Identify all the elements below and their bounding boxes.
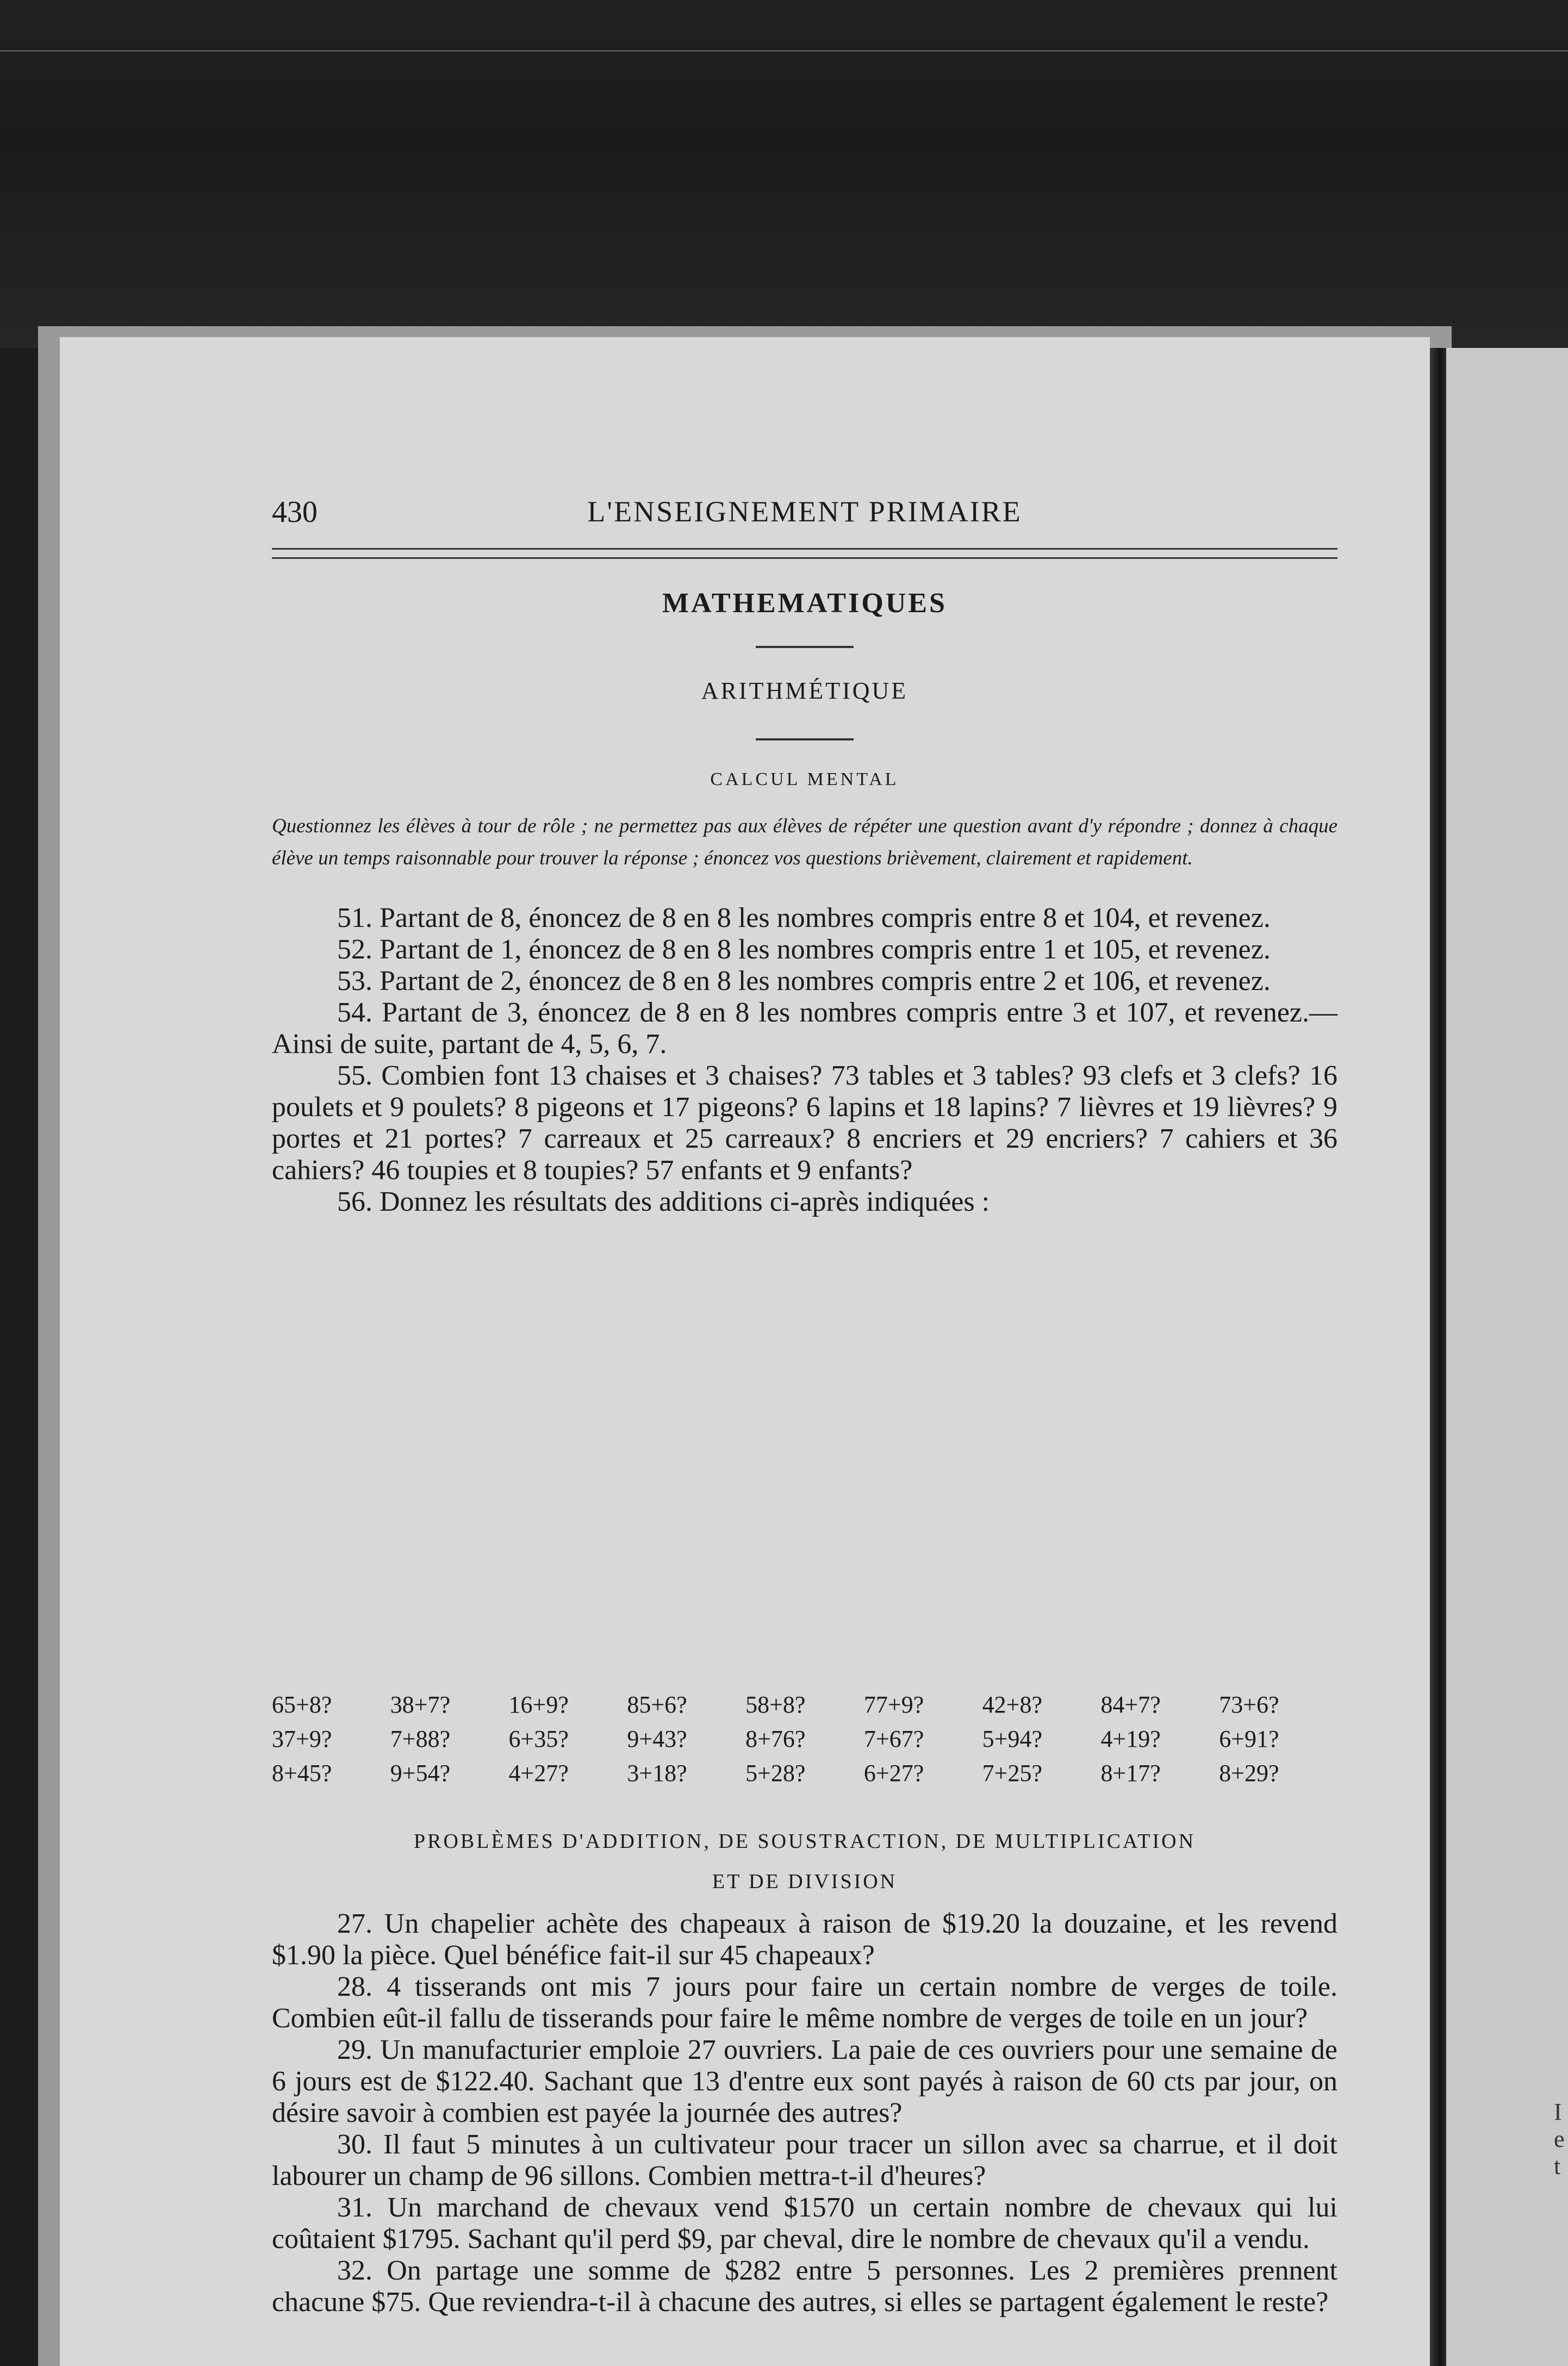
problem-32: 32. On partage une somme de $282 entre 5 personnes. Les 2 premières prennent chacune $75. Que reviendra-t-il à chacune des autres, si elles se partagent également le reste? — [272, 2255, 1337, 2318]
section-subhead: CALCUL MENTAL — [710, 769, 899, 789]
header-double-rule — [272, 548, 1337, 559]
addition-item: 5+28? — [745, 1760, 806, 1786]
addition-item: 16+9? — [508, 1691, 569, 1718]
problems-heading — [272, 1821, 1337, 1902]
addition-item: 42+8? — [982, 1691, 1042, 1718]
addition-item: 65+8? — [272, 1691, 332, 1718]
addition-item: 7+88? — [390, 1726, 451, 1752]
mental-exercises — [272, 902, 1337, 1218]
problems-list — [272, 1908, 1337, 2318]
problem-28: 28. 4 tisserands ont mis 7 jours pour faire un certain nombre de verges de toile. Combien eût-il fallu de tisserands pour faire le même nombre de verges de toile en un jour? — [272, 1971, 1337, 2034]
problem-29: 29. Un manufacturier emploie 27 ouvriers. La paie de ces ouvriers pour une semaine de 6 jours est de $122.40. Sachant que 13 d'entre eux sont payés à raison de 60 cts par jour, on désire savoir à combien est payée la journée des autres? — [272, 2034, 1337, 2128]
addition-item: 3+18? — [627, 1760, 687, 1786]
addition-item: 38+7? — [390, 1691, 451, 1718]
addition-item: 7+25? — [982, 1760, 1042, 1786]
scan-artifact-line — [0, 50, 1568, 52]
subtitle-rule — [756, 738, 854, 740]
addition-item: 8+45? — [272, 1760, 332, 1786]
scan-background — [0, 0, 1568, 348]
addition-item: 85+6? — [627, 1691, 687, 1718]
addition-item: 4+19? — [1100, 1726, 1161, 1752]
running-head — [272, 495, 1392, 527]
addition-item: 77+9? — [863, 1691, 924, 1718]
exercise-56: 56. Donnez les résultats des additions ci-après indiquées : — [337, 1186, 990, 1217]
addition-item: 5+94? — [982, 1726, 1042, 1752]
page-title: MATHEMATIQUES — [662, 588, 947, 619]
problem-27: 27. Un chapelier achète des chapeaux à raison de $19.20 la douzaine, et les revend $1.90 la pièce. Quel bénéfice fait-il sur 45 chapeaux? — [272, 1908, 1337, 1971]
problem-31: 31. Un marchand de chevaux vend $1570 un certain nombre de chevaux qui lui coûtaient $1795. Sachant qu'il perd $9, par cheval, dire le nombre de chevaux qu'il a vendu. — [272, 2192, 1337, 2255]
section-subtitle: ARITHMÉTIQUE — [701, 677, 909, 704]
addition-item: 6+35? — [508, 1726, 569, 1752]
exercise-51: 51. Partant de 8, énoncez de 8 en 8 les nombres compris entre 8 et 104, et revenez. — [337, 902, 1271, 933]
facing-letter: e — [1554, 2126, 1565, 2152]
addition-item: 73+6? — [1219, 1691, 1279, 1718]
exercise-53: 53. Partant de 2, énoncez de 8 en 8 les nombres compris entre 2 et 106, et revenez. — [337, 966, 1271, 997]
addition-item: 8+76? — [745, 1726, 806, 1752]
title-rule — [756, 646, 854, 648]
addition-item: 8+17? — [1100, 1760, 1161, 1786]
addition-item: 84+7? — [1100, 1691, 1161, 1718]
running-title: L'ENSEIGNEMENT PRIMAIRE — [587, 495, 1022, 528]
facing-letter: t — [1554, 2153, 1561, 2180]
problems-heading-line-1: PROBLÈMES D'ADDITION, DE SOUSTRACTION, DE MULTIPLICATION — [413, 1830, 1196, 1853]
addition-item: 7+67? — [863, 1726, 924, 1752]
exercise-52: 52. Partant de 1, énoncez de 8 en 8 les nombres compris entre 1 et 105, et revenez. — [337, 934, 1271, 965]
page-number: 430 — [272, 495, 318, 529]
facing-page-edge — [1446, 348, 1568, 2366]
facing-page-letters — [1554, 2099, 1568, 2180]
addition-item: 37+9? — [272, 1726, 332, 1752]
instructions: Questionnez les élèves à tour de rôle ; ne permettez pas aux élèves de répéter une question avant d'y répondre ; donnez à chaque élève un temps raisonnable pour trouver la réponse ; énoncez vos questions brièvement, clairement et rapidement. — [272, 815, 1337, 869]
exercise-55: 55. Combien font 13 chaises et 3 chaises? 73 tables et 3 tables? 93 clefs et 3 clefs? 16 poulets et 9 poulets? 8 pigeons et 17 pigeons? 6 lapins et 18 lapins? 7 lièvres et 19 lièvres? 9 portes et 21 portes? 7 carreaux et 25 carreaux? 8 encriers et 29 encriers? 7 cahiers et 36 cahiers? 46 toupies et 8 toupies? 57 enfants et 9 enfants? — [272, 1060, 1337, 1186]
addition-item: 8+29? — [1219, 1760, 1279, 1786]
addition-item: 4+27? — [508, 1760, 569, 1786]
book-page — [60, 337, 1430, 2366]
addition-item: 9+54? — [390, 1760, 451, 1786]
addition-item: 9+43? — [627, 1726, 687, 1752]
problems-heading-line-2: ET DE DIVISION — [712, 1870, 898, 1893]
addition-item: 6+27? — [863, 1760, 924, 1786]
additions-grid — [272, 1691, 1337, 1787]
facing-letter: I — [1554, 2099, 1562, 2125]
exercise-54: 54. Partant de 3, énoncez de 8 en 8 les nombres compris entre 3 et 107, et revenez.— Ainsi de suite, partant de 4, 5, 6, 7. — [272, 997, 1337, 1060]
addition-item: 58+8? — [745, 1691, 806, 1718]
addition-item: 6+91? — [1219, 1726, 1279, 1752]
problem-30: 30. Il faut 5 minutes à un cultivateur pour tracer un sillon avec sa charrue, et il doit labourer un champ de 96 sillons. Combien mettra-t-il d'heures? — [272, 2129, 1337, 2191]
